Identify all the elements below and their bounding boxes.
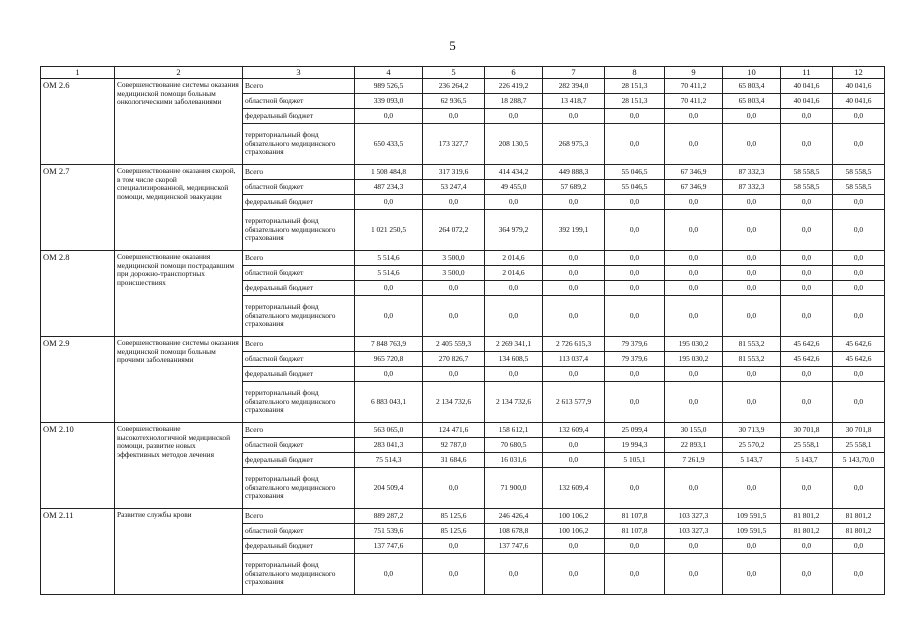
value-cell: 0,0	[355, 109, 423, 124]
value-cell: 0,0	[485, 109, 543, 124]
value-cell: 0,0	[723, 468, 781, 509]
value-cell: 0,0	[665, 210, 723, 251]
value-cell: 75 514,3	[355, 453, 423, 468]
value-cell: 79 379,6	[605, 352, 665, 367]
funding-source: территориальный фонд обязательного медицинского страхования	[243, 554, 355, 595]
value-cell: 28 151,3	[605, 94, 665, 109]
value-cell: 0,0	[485, 195, 543, 210]
value-cell: 0,0	[605, 124, 665, 165]
value-cell: 0,0	[543, 296, 605, 337]
table-row	[41, 509, 885, 524]
value-cell: 0,0	[723, 266, 781, 281]
value-cell: 0,0	[723, 109, 781, 124]
value-cell: 339 093,0	[355, 94, 423, 109]
value-cell: 109 591,5	[723, 509, 781, 524]
value-cell: 79 379,6	[605, 337, 665, 352]
value-cell: 45 642,6	[781, 337, 833, 352]
value-cell: 0,0	[833, 296, 885, 337]
value-cell: 0,0	[781, 195, 833, 210]
value-cell: 81 553,2	[723, 337, 781, 352]
value-cell: 0,0	[355, 281, 423, 296]
value-cell: 58 558,5	[833, 180, 885, 195]
value-cell: 53 247,4	[423, 180, 485, 195]
value-cell: 81 801,2	[833, 524, 885, 539]
value-cell: 392 199,1	[543, 210, 605, 251]
value-cell: 0,0	[781, 539, 833, 554]
value-cell: 0,0	[423, 109, 485, 124]
funding-source: территориальный фонд обязательного медицинского страхования	[243, 124, 355, 165]
column-header: 12	[833, 67, 885, 79]
value-cell: 0,0	[723, 195, 781, 210]
funding-source: территориальный фонд обязательного медицинского страхования	[243, 296, 355, 337]
measure-code: ОМ 2.10	[41, 423, 115, 509]
funding-source: областной бюджет	[243, 524, 355, 539]
value-cell: 0,0	[665, 554, 723, 595]
measure-code: ОМ 2.8	[41, 251, 115, 337]
value-cell: 0,0	[665, 251, 723, 266]
funding-source: Всего	[243, 509, 355, 524]
column-header: 6	[485, 67, 543, 79]
value-cell: 40 041,6	[781, 94, 833, 109]
value-cell: 989 526,5	[355, 79, 423, 94]
measure-name: Совершенствование системы оказания медицинской помощи больным прочими заболеваниями	[115, 337, 243, 423]
value-cell: 0,0	[423, 296, 485, 337]
value-cell: 30 701,8	[781, 423, 833, 438]
value-cell: 0,0	[605, 296, 665, 337]
value-cell: 5 514,6	[355, 266, 423, 281]
table-row	[41, 79, 885, 94]
value-cell: 0,0	[723, 124, 781, 165]
value-cell: 40 041,6	[781, 79, 833, 94]
value-cell: 0,0	[833, 367, 885, 382]
header-row	[41, 67, 885, 79]
value-cell: 5 143,7	[781, 453, 833, 468]
funding-source: областной бюджет	[243, 266, 355, 281]
value-cell: 0,0	[543, 453, 605, 468]
value-cell: 0,0	[423, 539, 485, 554]
value-cell: 1 508 484,8	[355, 165, 423, 180]
value-cell: 0,0	[665, 124, 723, 165]
value-cell: 0,0	[723, 296, 781, 337]
column-header: 9	[665, 67, 723, 79]
funding-source: областной бюджет	[243, 352, 355, 367]
value-cell: 0,0	[605, 367, 665, 382]
measure-name: Совершенствование высокотехнологичной медицинской помощи, развитие новых эффективных методов лечения	[115, 423, 243, 509]
value-cell: 6 883 043,1	[355, 382, 423, 423]
value-cell: 45 642,6	[833, 352, 885, 367]
column-header: 3	[243, 67, 355, 79]
value-cell: 67 346,9	[665, 180, 723, 195]
value-cell: 0,0	[485, 281, 543, 296]
value-cell: 195 030,2	[665, 352, 723, 367]
value-cell: 137 747,6	[485, 539, 543, 554]
measure-code: ОМ 2.9	[41, 337, 115, 423]
value-cell: 0,0	[833, 539, 885, 554]
column-header: 11	[781, 67, 833, 79]
value-cell: 0,0	[485, 296, 543, 337]
value-cell: 364 979,2	[485, 210, 543, 251]
value-cell: 92 787,0	[423, 438, 485, 453]
value-cell: 195 030,2	[665, 337, 723, 352]
value-cell: 25 570,2	[723, 438, 781, 453]
funding-source: Всего	[243, 165, 355, 180]
value-cell: 0,0	[543, 251, 605, 266]
column-header: 4	[355, 67, 423, 79]
value-cell: 87 332,3	[723, 165, 781, 180]
value-cell: 134 608,5	[485, 352, 543, 367]
value-cell: 0,0	[543, 266, 605, 281]
value-cell: 65 803,4	[723, 79, 781, 94]
value-cell: 1 021 250,5	[355, 210, 423, 251]
value-cell: 71 900,0	[485, 468, 543, 509]
value-cell: 31 684,6	[423, 453, 485, 468]
value-cell: 30 713,9	[723, 423, 781, 438]
value-cell: 5 143,7	[723, 453, 781, 468]
measure-name: Развитие службы крови	[115, 509, 243, 595]
value-cell: 7 848 763,9	[355, 337, 423, 352]
value-cell: 264 072,2	[423, 210, 485, 251]
value-cell: 0,0	[833, 382, 885, 423]
value-cell: 81 553,2	[723, 352, 781, 367]
value-cell: 0,0	[423, 195, 485, 210]
value-cell: 19 994,3	[605, 438, 665, 453]
value-cell: 2 134 732,6	[485, 382, 543, 423]
value-cell: 0,0	[605, 210, 665, 251]
value-cell: 81 107,8	[605, 509, 665, 524]
value-cell: 0,0	[781, 109, 833, 124]
value-cell: 0,0	[423, 367, 485, 382]
value-cell: 0,0	[833, 251, 885, 266]
value-cell: 108 678,8	[485, 524, 543, 539]
value-cell: 0,0	[605, 109, 665, 124]
value-cell: 270 826,7	[423, 352, 485, 367]
value-cell: 0,0	[605, 281, 665, 296]
value-cell: 0,0	[543, 539, 605, 554]
value-cell: 0,0	[665, 382, 723, 423]
value-cell: 246 426,4	[485, 509, 543, 524]
value-cell: 87 332,3	[723, 180, 781, 195]
value-cell: 226 419,2	[485, 79, 543, 94]
funding-source: федеральный бюджет	[243, 281, 355, 296]
value-cell: 563 065,0	[355, 423, 423, 438]
measure-name: Совершенствование оказания скорой, в том числе скорой специализированной, медицинской помощи, медицинской эвакуации	[115, 165, 243, 251]
value-cell: 5 143,70,0	[833, 453, 885, 468]
funding-source: Всего	[243, 79, 355, 94]
funding-source: территориальный фонд обязательного медицинского страхования	[243, 468, 355, 509]
value-cell: 0,0	[665, 539, 723, 554]
value-cell: 58 558,5	[833, 165, 885, 180]
value-cell: 0,0	[833, 124, 885, 165]
value-cell: 0,0	[665, 367, 723, 382]
value-cell: 0,0	[543, 438, 605, 453]
value-cell: 55 046,5	[605, 180, 665, 195]
value-cell: 132 609,4	[543, 423, 605, 438]
value-cell: 81 801,2	[781, 509, 833, 524]
value-cell: 13 418,7	[543, 94, 605, 109]
value-cell: 85 125,6	[423, 509, 485, 524]
measure-code: ОМ 2.11	[41, 509, 115, 595]
value-cell: 650 433,5	[355, 124, 423, 165]
value-cell: 65 803,4	[723, 94, 781, 109]
value-cell: 2 613 577,9	[543, 382, 605, 423]
column-header: 5	[423, 67, 485, 79]
value-cell: 62 936,5	[423, 94, 485, 109]
value-cell: 55 046,5	[605, 165, 665, 180]
value-cell: 18 288,7	[485, 94, 543, 109]
value-cell: 0,0	[723, 367, 781, 382]
measure-name: Совершенствование системы оказания медицинской помощи больным онкологическими заболеваниями	[115, 79, 243, 165]
funding-source: федеральный бюджет	[243, 195, 355, 210]
value-cell: 0,0	[833, 109, 885, 124]
value-cell: 414 434,2	[485, 165, 543, 180]
value-cell: 0,0	[485, 367, 543, 382]
funding-source: Всего	[243, 423, 355, 438]
value-cell: 0,0	[833, 210, 885, 251]
funding-source: Всего	[243, 337, 355, 352]
value-cell: 70 411,2	[665, 94, 723, 109]
value-cell: 0,0	[781, 281, 833, 296]
value-cell: 0,0	[723, 281, 781, 296]
value-cell: 449 888,3	[543, 165, 605, 180]
value-cell: 487 234,3	[355, 180, 423, 195]
table-row	[41, 165, 885, 180]
value-cell: 67 346,9	[665, 165, 723, 180]
funding-source: областной бюджет	[243, 94, 355, 109]
page-number: 5	[449, 38, 456, 53]
value-cell: 268 975,3	[543, 124, 605, 165]
value-cell: 0,0	[355, 554, 423, 595]
value-cell: 0,0	[543, 367, 605, 382]
value-cell: 0,0	[605, 266, 665, 281]
value-cell: 81 801,2	[833, 509, 885, 524]
value-cell: 2 014,6	[485, 251, 543, 266]
value-cell: 7 261,9	[665, 453, 723, 468]
value-cell: 158 612,1	[485, 423, 543, 438]
value-cell: 0,0	[781, 382, 833, 423]
value-cell: 0,0	[781, 251, 833, 266]
funding-source: территориальный фонд обязательного медицинского страхования	[243, 210, 355, 251]
value-cell: 58 558,5	[781, 165, 833, 180]
value-cell: 57 689,2	[543, 180, 605, 195]
value-cell: 103 327,3	[665, 524, 723, 539]
value-cell: 45 642,6	[781, 352, 833, 367]
value-cell: 0,0	[665, 296, 723, 337]
value-cell: 28 151,3	[605, 79, 665, 94]
value-cell: 0,0	[605, 554, 665, 595]
value-cell: 0,0	[423, 468, 485, 509]
column-header: 2	[115, 67, 243, 79]
value-cell: 137 747,6	[355, 539, 423, 554]
value-cell: 124 471,6	[423, 423, 485, 438]
measure-code: ОМ 2.6	[41, 79, 115, 165]
value-cell: 0,0	[423, 281, 485, 296]
value-cell: 0,0	[485, 554, 543, 595]
value-cell: 0,0	[543, 109, 605, 124]
value-cell: 25 558,1	[833, 438, 885, 453]
value-cell: 282 394,0	[543, 79, 605, 94]
value-cell: 25 099,4	[605, 423, 665, 438]
value-cell: 2 269 341,1	[485, 337, 543, 352]
value-cell: 0,0	[781, 554, 833, 595]
table-body	[41, 79, 885, 595]
value-cell: 40 041,6	[833, 94, 885, 109]
column-header: 10	[723, 67, 781, 79]
table-row	[41, 423, 885, 438]
value-cell: 0,0	[723, 554, 781, 595]
funding-source: федеральный бюджет	[243, 109, 355, 124]
value-cell: 81 107,8	[605, 524, 665, 539]
value-cell: 0,0	[605, 382, 665, 423]
value-cell: 0,0	[605, 195, 665, 210]
value-cell: 0,0	[543, 281, 605, 296]
value-cell: 0,0	[665, 281, 723, 296]
value-cell: 0,0	[723, 539, 781, 554]
value-cell: 2 726 615,3	[543, 337, 605, 352]
budget-table	[40, 66, 885, 595]
value-cell: 0,0	[605, 251, 665, 266]
value-cell: 0,0	[355, 195, 423, 210]
value-cell: 49 455,0	[485, 180, 543, 195]
value-cell: 2 405 559,3	[423, 337, 485, 352]
value-cell: 0,0	[665, 195, 723, 210]
value-cell: 889 287,2	[355, 509, 423, 524]
table-row	[41, 337, 885, 352]
value-cell: 0,0	[781, 468, 833, 509]
value-cell: 965 720,8	[355, 352, 423, 367]
funding-source: федеральный бюджет	[243, 367, 355, 382]
funding-source: территориальный фонд обязательного медицинского страхования	[243, 382, 355, 423]
value-cell: 30 701,8	[833, 423, 885, 438]
value-cell: 0,0	[833, 195, 885, 210]
value-cell: 100 106,2	[543, 509, 605, 524]
value-cell: 70 411,2	[665, 79, 723, 94]
value-cell: 58 558,5	[781, 180, 833, 195]
value-cell: 40 041,6	[833, 79, 885, 94]
value-cell: 0,0	[665, 266, 723, 281]
value-cell: 22 893,1	[665, 438, 723, 453]
value-cell: 103 327,3	[665, 509, 723, 524]
value-cell: 30 155,0	[665, 423, 723, 438]
column-header: 8	[605, 67, 665, 79]
value-cell: 283 041,3	[355, 438, 423, 453]
value-cell: 236 264,2	[423, 79, 485, 94]
value-cell: 0,0	[781, 210, 833, 251]
value-cell: 5 514,6	[355, 251, 423, 266]
funding-source: федеральный бюджет	[243, 539, 355, 554]
value-cell: 0,0	[781, 266, 833, 281]
value-cell: 85 125,6	[423, 524, 485, 539]
column-header: 7	[543, 67, 605, 79]
value-cell: 0,0	[543, 554, 605, 595]
funding-source: областной бюджет	[243, 180, 355, 195]
value-cell: 109 591,5	[723, 524, 781, 539]
measure-code: ОМ 2.7	[41, 165, 115, 251]
value-cell: 81 801,2	[781, 524, 833, 539]
value-cell: 16 031,6	[485, 453, 543, 468]
value-cell: 204 509,4	[355, 468, 423, 509]
value-cell: 0,0	[605, 468, 665, 509]
value-cell: 0,0	[355, 367, 423, 382]
value-cell: 0,0	[781, 296, 833, 337]
value-cell: 0,0	[833, 554, 885, 595]
value-cell: 0,0	[723, 210, 781, 251]
value-cell: 70 680,5	[485, 438, 543, 453]
value-cell: 25 558,1	[781, 438, 833, 453]
value-cell: 3 500,0	[423, 266, 485, 281]
value-cell: 0,0	[355, 296, 423, 337]
value-cell: 317 319,6	[423, 165, 485, 180]
value-cell: 0,0	[833, 266, 885, 281]
value-cell: 0,0	[543, 195, 605, 210]
value-cell: 0,0	[665, 109, 723, 124]
value-cell: 0,0	[723, 251, 781, 266]
value-cell: 0,0	[781, 367, 833, 382]
value-cell: 0,0	[423, 554, 485, 595]
funding-source: федеральный бюджет	[243, 453, 355, 468]
value-cell: 0,0	[833, 468, 885, 509]
funding-source: Всего	[243, 251, 355, 266]
value-cell: 0,0	[605, 539, 665, 554]
value-cell: 173 327,7	[423, 124, 485, 165]
value-cell: 113 037,4	[543, 352, 605, 367]
value-cell: 2 014,6	[485, 266, 543, 281]
value-cell: 132 609,4	[543, 468, 605, 509]
measure-name: Совершенствование оказания медицинской помощи пострадавшим при дорожно-транспортных происшествиях	[115, 251, 243, 337]
value-cell: 2 134 732,6	[423, 382, 485, 423]
table-row	[41, 251, 885, 266]
value-cell: 751 539,6	[355, 524, 423, 539]
funding-source: областной бюджет	[243, 438, 355, 453]
value-cell: 0,0	[781, 124, 833, 165]
value-cell: 208 130,5	[485, 124, 543, 165]
value-cell: 3 500,0	[423, 251, 485, 266]
value-cell: 0,0	[723, 382, 781, 423]
column-header: 1	[41, 67, 115, 79]
value-cell: 100 106,2	[543, 524, 605, 539]
value-cell: 0,0	[665, 468, 723, 509]
value-cell: 5 105,1	[605, 453, 665, 468]
value-cell: 0,0	[833, 281, 885, 296]
value-cell: 45 642,6	[833, 337, 885, 352]
